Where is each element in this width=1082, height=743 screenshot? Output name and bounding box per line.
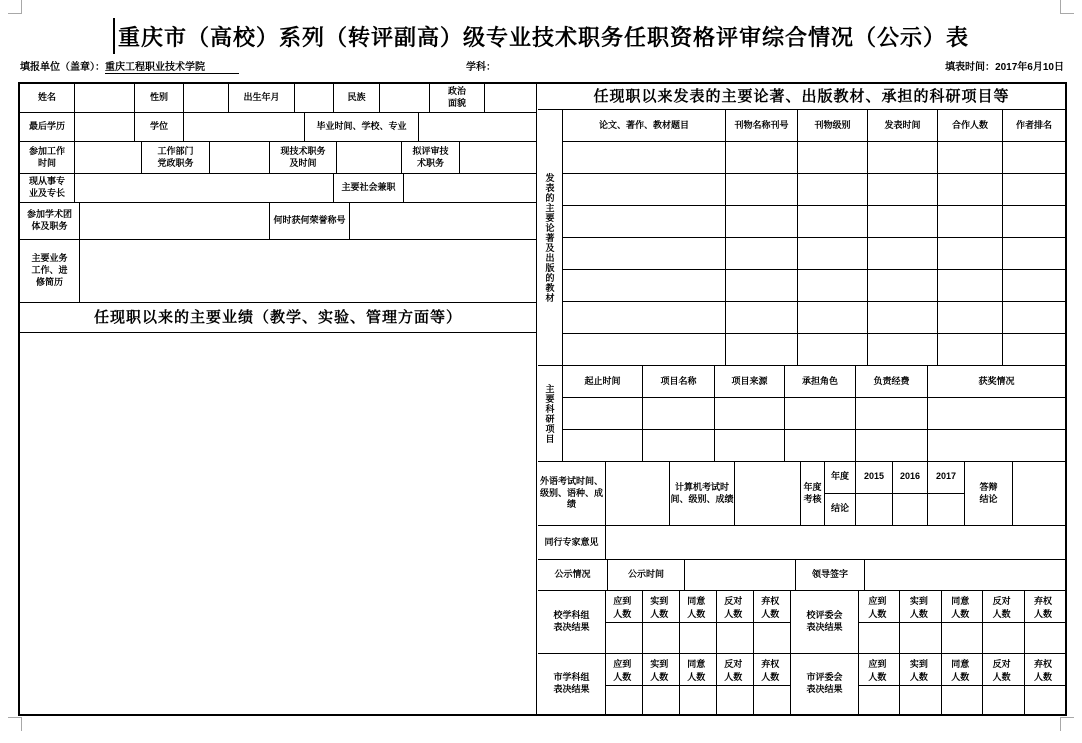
publication-row bbox=[563, 142, 1065, 174]
vote-col-expected: 应到人数 bbox=[606, 654, 642, 686]
computer-exam-value-cell[interactable] bbox=[735, 462, 801, 525]
proj-cell[interactable] bbox=[715, 398, 785, 429]
pub-cell[interactable] bbox=[563, 238, 726, 269]
row-achievements-body bbox=[20, 333, 536, 714]
project-row bbox=[563, 430, 1065, 462]
page-margin-mark-top-right bbox=[1060, 0, 1074, 14]
vote-col-present: 实到人数 bbox=[900, 654, 940, 686]
vote-value-cell[interactable] bbox=[983, 623, 1023, 653]
project-row bbox=[563, 398, 1065, 430]
proj-col-awards: 获奖情况 bbox=[978, 375, 1015, 386]
vote-value-cell[interactable] bbox=[643, 623, 679, 653]
publications-table bbox=[563, 110, 1065, 365]
vote-col-present: 实到人数 bbox=[643, 654, 679, 686]
leader-signature-label: 领导签字 bbox=[796, 560, 865, 590]
education-label: 最后学历 bbox=[20, 113, 75, 141]
current-title-label: 现技术职务及时间 bbox=[270, 142, 337, 173]
proposed-title-label: 拟评审技术职务 bbox=[402, 142, 460, 173]
projects-side-label: 主要科研项目 bbox=[538, 366, 563, 461]
achievements-body-cell[interactable] bbox=[20, 333, 536, 714]
social-positions-label: 主要社会兼职 bbox=[334, 174, 404, 202]
city-committee-votes bbox=[859, 654, 1065, 714]
pub-cell[interactable] bbox=[563, 334, 726, 366]
meta-row bbox=[0, 58, 1082, 76]
resume-label: 主要业务工作、进修简历 bbox=[20, 240, 80, 302]
foreign-exam-label: 外语考试时间、级别、语种、成绩 bbox=[538, 462, 606, 525]
publicity-time-value-cell[interactable] bbox=[685, 560, 796, 590]
foreign-exam-value-cell[interactable] bbox=[606, 462, 670, 525]
pub-cell[interactable] bbox=[798, 302, 868, 333]
publication-row bbox=[563, 174, 1065, 206]
publicity-label: 公示情况 bbox=[538, 560, 608, 590]
school-vote-row bbox=[538, 591, 1065, 654]
city-vote-row bbox=[538, 654, 1065, 714]
pub-cell[interactable] bbox=[868, 334, 938, 366]
vote-col-expected: 应到人数 bbox=[859, 591, 899, 623]
school-committee-votes bbox=[859, 591, 1065, 653]
publication-row bbox=[563, 206, 1065, 238]
peer-opinion-row bbox=[538, 526, 1065, 560]
pub-cell[interactable] bbox=[868, 238, 938, 269]
year-header-label: 年度 bbox=[825, 462, 856, 493]
computer-exam-label: 计算机考试时间、级别、成绩 bbox=[670, 462, 735, 525]
page-title: 重庆市（高校）系列（转评副高）级专业技术职务任职资格评审综合情况（公示）表 bbox=[117, 24, 969, 50]
row-specialty bbox=[20, 174, 536, 203]
pub-cell[interactable] bbox=[938, 334, 1003, 366]
proj-cell[interactable] bbox=[785, 430, 856, 462]
social-positions-value-cell[interactable] bbox=[404, 174, 536, 202]
honors-value-cell[interactable] bbox=[350, 203, 536, 239]
row-achievements-header bbox=[20, 303, 536, 333]
vote-value-cell[interactable] bbox=[859, 686, 899, 714]
publications-side-label: 发表的主要论著及出版的教材 bbox=[538, 110, 563, 365]
vote-col-present: 实到人数 bbox=[900, 591, 940, 623]
publicity-row bbox=[538, 560, 1065, 591]
vote-value-cell[interactable] bbox=[1025, 623, 1065, 653]
pub-col-journal: 刊物名称刊号 bbox=[726, 110, 798, 141]
school-group-votes bbox=[606, 591, 791, 653]
page-margin-mark-top-left bbox=[8, 0, 22, 14]
vote-value-cell[interactable] bbox=[754, 623, 790, 653]
vote-col-abstain: 弃权人数 bbox=[1025, 591, 1065, 623]
vote-col-oppose: 反对人数 bbox=[717, 591, 753, 623]
pub-cell[interactable] bbox=[1003, 270, 1065, 301]
vote-value-cell[interactable] bbox=[717, 623, 753, 653]
year-2015: 2015 bbox=[856, 462, 893, 493]
graduation-value-cell[interactable] bbox=[419, 113, 536, 141]
vote-value-cell[interactable] bbox=[942, 623, 982, 653]
year-2016: 2016 bbox=[893, 462, 928, 493]
pub-cell[interactable] bbox=[868, 174, 938, 205]
academic-groups-value-cell[interactable] bbox=[80, 203, 270, 239]
pub-cell[interactable] bbox=[1003, 174, 1065, 205]
pub-cell[interactable] bbox=[563, 270, 726, 301]
vote-value-cell[interactable] bbox=[680, 623, 716, 653]
row-basic-1 bbox=[20, 84, 536, 113]
publications-header: 任现职以来发表的主要论著、出版教材、承担的科研项目等 bbox=[593, 87, 1010, 105]
proj-col-source: 项目来源 bbox=[715, 366, 785, 397]
peer-opinion-label: 同行专家意见 bbox=[538, 526, 606, 559]
pub-cell[interactable] bbox=[1003, 334, 1065, 366]
school-group-label: 校学科组表决结果 bbox=[538, 591, 606, 653]
academic-groups-label: 参加学术团体及职务 bbox=[20, 203, 80, 239]
pub-cell[interactable] bbox=[868, 270, 938, 301]
row-basic-2 bbox=[20, 113, 536, 142]
leader-signature-value-cell[interactable] bbox=[865, 560, 1065, 590]
projects-section bbox=[538, 366, 1065, 462]
personal-info-panel bbox=[20, 84, 537, 714]
pub-cell[interactable] bbox=[726, 142, 798, 173]
proj-col-name: 项目名称 bbox=[643, 366, 715, 397]
proj-col-role: 承担角色 bbox=[785, 366, 856, 397]
pub-cell[interactable] bbox=[1003, 302, 1065, 333]
city-group-label: 市学科组表决结果 bbox=[538, 654, 606, 714]
vote-col-abstain: 弃权人数 bbox=[754, 591, 790, 623]
peer-opinion-value-cell[interactable] bbox=[606, 526, 1065, 559]
education-value-cell[interactable] bbox=[75, 113, 135, 141]
proj-cell[interactable] bbox=[856, 430, 928, 462]
annual-conclusions-row bbox=[825, 494, 964, 526]
vote-col-agree: 同意人数 bbox=[942, 591, 982, 623]
current-title-value-cell[interactable] bbox=[337, 142, 402, 173]
pub-cell[interactable] bbox=[938, 174, 1003, 205]
conclusion-2017-cell[interactable] bbox=[928, 494, 964, 526]
title-row bbox=[0, 18, 1082, 54]
pub-cell[interactable] bbox=[726, 302, 798, 333]
annual-assessment-label: 年度考核 bbox=[801, 462, 825, 525]
row-basic-3 bbox=[20, 142, 536, 174]
pub-cell[interactable] bbox=[726, 270, 798, 301]
pub-col-title: 论文、著作、教材题目 bbox=[563, 110, 726, 141]
pub-cell[interactable] bbox=[798, 270, 868, 301]
proj-cell[interactable] bbox=[928, 398, 1065, 429]
pub-cell[interactable] bbox=[868, 142, 938, 173]
proj-cell[interactable] bbox=[563, 430, 643, 462]
proj-cell[interactable] bbox=[715, 430, 785, 462]
row-resume bbox=[20, 240, 536, 303]
pub-cell[interactable] bbox=[868, 206, 938, 237]
gender-value-cell[interactable] bbox=[184, 84, 229, 112]
pub-cell[interactable] bbox=[563, 302, 726, 333]
publication-row bbox=[563, 238, 1065, 270]
vote-value-cell[interactable] bbox=[606, 686, 642, 714]
pub-cell[interactable] bbox=[798, 334, 868, 366]
pub-cell[interactable] bbox=[1003, 142, 1065, 173]
dept-position-label: 工作部门党政职务 bbox=[142, 142, 210, 173]
specialty-value-cell[interactable] bbox=[75, 174, 334, 202]
vote-value-cell[interactable] bbox=[717, 686, 753, 714]
achievements-header: 任现职以来的主要业绩（教学、实验、管理方面等） bbox=[93, 308, 462, 326]
publicity-time-label: 公示时间 bbox=[608, 560, 685, 590]
reporting-unit-label: 填报单位（盖章）： bbox=[20, 62, 105, 73]
degree-value-cell[interactable] bbox=[184, 113, 305, 141]
pub-cell[interactable] bbox=[938, 238, 1003, 269]
pub-cell[interactable] bbox=[726, 238, 798, 269]
politics-value-cell[interactable] bbox=[485, 84, 536, 112]
exams-row bbox=[538, 462, 1065, 526]
honors-label: 何时获何荣誉称号 bbox=[270, 203, 350, 239]
reporting-unit bbox=[20, 58, 239, 73]
proj-cell[interactable] bbox=[643, 430, 715, 462]
form-date bbox=[945, 58, 1064, 73]
pub-cell[interactable] bbox=[798, 206, 868, 237]
vote-value-cell[interactable] bbox=[754, 686, 790, 714]
ethnic-value-cell[interactable] bbox=[380, 84, 430, 112]
school-committee-label: 校评委会表决结果 bbox=[791, 591, 859, 653]
resume-value-cell[interactable] bbox=[80, 240, 536, 302]
vote-col-abstain: 弃权人数 bbox=[754, 654, 790, 686]
publications-column-headers bbox=[563, 110, 1065, 142]
vote-col-agree: 同意人数 bbox=[680, 591, 716, 623]
conclusion-2015-cell[interactable] bbox=[856, 494, 893, 526]
reporting-unit-value[interactable]: 重庆工程职业技术学院 bbox=[105, 62, 239, 74]
pub-cell[interactable] bbox=[868, 302, 938, 333]
pub-cell[interactable] bbox=[563, 142, 726, 173]
publication-row bbox=[563, 334, 1065, 366]
vote-col-abstain: 弃权人数 bbox=[1025, 654, 1065, 686]
subject-label: 学科： bbox=[466, 62, 496, 73]
defense-conclusion-label: 答辩结论 bbox=[965, 462, 1013, 525]
annual-years-row bbox=[825, 462, 964, 494]
publications-section bbox=[538, 110, 1065, 366]
text-cursor bbox=[113, 18, 115, 54]
publications-projects-panel bbox=[538, 84, 1065, 714]
proj-cell[interactable] bbox=[563, 398, 643, 429]
city-group-votes bbox=[606, 654, 791, 714]
vote-value-cell[interactable] bbox=[680, 686, 716, 714]
row-right-header bbox=[538, 84, 1065, 110]
specialty-label: 现从事专业及专长 bbox=[20, 174, 75, 202]
vote-value-cell[interactable] bbox=[900, 686, 940, 714]
proj-cell[interactable] bbox=[856, 398, 928, 429]
vote-col-oppose: 反对人数 bbox=[983, 591, 1023, 623]
publication-row bbox=[563, 270, 1065, 302]
vote-col-oppose: 反对人数 bbox=[983, 654, 1023, 686]
projects-table bbox=[563, 366, 1065, 461]
vote-value-cell[interactable] bbox=[643, 686, 679, 714]
form-date-label: 填表时间： bbox=[945, 62, 996, 73]
pub-cell[interactable] bbox=[798, 238, 868, 269]
projects-column-headers bbox=[563, 366, 1065, 398]
pub-cell[interactable] bbox=[938, 206, 1003, 237]
conclusion-header-label: 结论 bbox=[825, 494, 856, 526]
proj-cell[interactable] bbox=[643, 398, 715, 429]
work-start-value-cell[interactable] bbox=[75, 142, 142, 173]
pub-cell[interactable] bbox=[726, 206, 798, 237]
pub-cell[interactable] bbox=[726, 174, 798, 205]
proj-cell[interactable] bbox=[785, 398, 856, 429]
publication-row bbox=[563, 302, 1065, 334]
gender-label: 性别 bbox=[135, 84, 184, 112]
ethnic-label: 民族 bbox=[334, 84, 380, 112]
pub-cell[interactable] bbox=[726, 334, 798, 366]
degree-label: 学位 bbox=[135, 113, 184, 141]
proj-col-period: 起止时间 bbox=[563, 366, 643, 397]
city-committee-label: 市评委会表决结果 bbox=[791, 654, 859, 714]
conclusion-2016-cell[interactable] bbox=[893, 494, 928, 526]
vote-value-cell[interactable] bbox=[900, 623, 940, 653]
vote-col-agree: 同意人数 bbox=[942, 654, 982, 686]
politics-label: 政治面貌 bbox=[430, 84, 485, 112]
vote-col-expected: 应到人数 bbox=[606, 591, 642, 623]
pub-cell[interactable] bbox=[798, 174, 868, 205]
name-label: 姓名 bbox=[20, 84, 75, 112]
work-start-label: 参加工作时间 bbox=[20, 142, 75, 173]
pub-col-level: 刊物级别 bbox=[798, 110, 868, 141]
vote-col-expected: 应到人数 bbox=[859, 654, 899, 686]
vote-col-oppose: 反对人数 bbox=[717, 654, 753, 686]
defense-conclusion-value-cell[interactable] bbox=[1013, 462, 1065, 525]
pub-cell[interactable] bbox=[563, 206, 726, 237]
form-date-value: 2017年6月10日 bbox=[995, 62, 1064, 73]
pub-cell[interactable] bbox=[563, 174, 726, 205]
page-margin-mark-bottom-right bbox=[1060, 717, 1074, 731]
proposed-title-value-cell[interactable] bbox=[460, 142, 536, 173]
proj-col-funds: 负责经费 bbox=[856, 366, 928, 397]
dept-position-value-cell[interactable] bbox=[210, 142, 270, 173]
pub-cell[interactable] bbox=[938, 270, 1003, 301]
pub-col-rank: 作者排名 bbox=[1015, 119, 1052, 130]
pub-col-coauthors: 合作人数 bbox=[938, 110, 1003, 141]
birth-value-cell[interactable] bbox=[295, 84, 334, 112]
vote-value-cell[interactable] bbox=[942, 686, 982, 714]
pub-col-date: 发表时间 bbox=[868, 110, 938, 141]
proj-cell[interactable] bbox=[928, 430, 1065, 462]
pub-cell[interactable] bbox=[1003, 206, 1065, 237]
birth-label: 出生年月 bbox=[229, 84, 295, 112]
vote-col-agree: 同意人数 bbox=[680, 654, 716, 686]
row-academic-groups bbox=[20, 203, 536, 240]
pub-cell[interactable] bbox=[938, 302, 1003, 333]
vote-value-cell[interactable] bbox=[859, 623, 899, 653]
pub-cell[interactable] bbox=[798, 142, 868, 173]
year-2017: 2017 bbox=[935, 471, 957, 482]
pub-cell[interactable] bbox=[1003, 238, 1065, 269]
name-value-cell[interactable] bbox=[75, 84, 135, 112]
vote-value-cell[interactable] bbox=[606, 623, 642, 653]
evaluation-form-table bbox=[18, 82, 1067, 716]
page-margin-mark-bottom-left bbox=[8, 717, 22, 731]
graduation-label: 毕业时间、学校、专业 bbox=[305, 113, 419, 141]
annual-assessment-grid bbox=[825, 462, 965, 525]
vote-col-present: 实到人数 bbox=[643, 591, 679, 623]
vote-value-cell[interactable] bbox=[1025, 686, 1065, 714]
pub-cell[interactable] bbox=[938, 142, 1003, 173]
vote-value-cell[interactable] bbox=[983, 686, 1023, 714]
